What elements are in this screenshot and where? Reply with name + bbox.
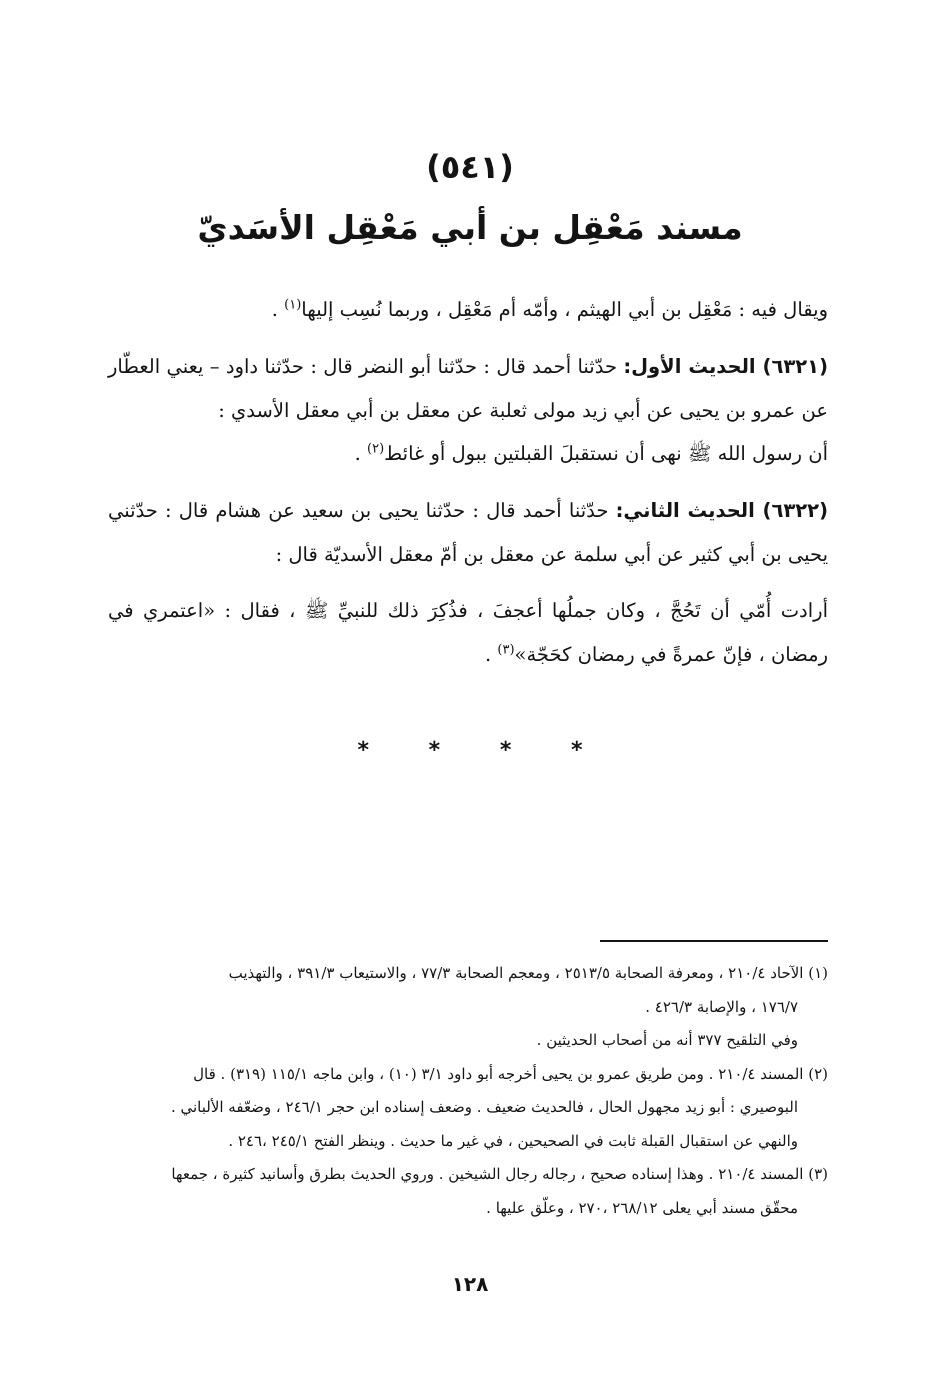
hadith-1-isnad-text: حدّثنا أحمد قال : حدّثنا أبو النضر قال : حدّثنا داود – يعني العطّار عن عمرو بن يحيى عن أبي زيد مولى ثعلبة عن معقل بن أبي معقل الأسدي : — [108, 355, 828, 422]
footnote-1-line-3: وفي التلقيح ٣٧٧ أنه من أصحاب الحديثين . — [536, 1031, 798, 1049]
hadith-2-label: (٦٣٢٢) الحديث الثاني: — [615, 499, 828, 522]
hadith-1-label: (٦٣٢١) الحديث الأول: — [623, 355, 828, 378]
hadith-2-matn-text: أرادت أُمّي أن تَحُجَّ ، وكان جملُها أعجفَ ، فذُكِرَ ذلك للنبيِّ ﷺ ، فقال : «اعتمري في رمضان ، فإنّ عمرةً في رمضان كحَجّة» — [108, 599, 828, 666]
section-separator: * * * * — [357, 738, 609, 763]
intro-end: . — [271, 298, 285, 321]
footnote-2-line-1: (٢) المسند ٢١٠/٤ . ومن طريق عمرو بن يحيى أخرجه أبو داود ٣/١ (١٠) ، وابن ماجه ١١٥/١ (٣١٩) . قال — [193, 1064, 828, 1083]
hadith-2-isnad-text: حدّثنا أحمد قال : حدّثنا يحيى بن سعيد عن هشام قال : حدّثني يحيى بن أبي كثير عن أبي سلمة عن معقل بن أمّ معقل الأسديّة قال : — [108, 499, 828, 566]
page-number: ١٢٨ — [451, 1272, 489, 1296]
intro-paragraph — [108, 288, 828, 332]
footnote-3-line-1: (٣) المسند ٢١٠/٤ . وهذا إسناده صحيح ، رجاله رجال الشيخين . وروي الحديث بطرق وأسانيد كثيرة ، جمعها — [171, 1165, 828, 1183]
chapter-number: (٥٤١) — [426, 148, 514, 186]
intro-text: ويقال فيه : مَعْقِل بن أبي الهيثم ، وأمّه أم مَعْقِل ، وربما نُسِب إليها — [301, 298, 828, 321]
hadith-2-isnad — [108, 489, 828, 577]
hadith-2-end: . — [485, 643, 498, 666]
hadith-1-matn-text: أن رسول الله ﷺ نهى أن نستقبلَ القبلتين ببول أو غائط — [384, 442, 828, 465]
footnote-ref-1[interactable]: (١) — [284, 297, 302, 313]
footnote-ref-3[interactable]: (٣) — [497, 642, 515, 658]
footnote-3-line-2: محقّق مسند أبي يعلى ٢٦٨/١٢ ،٢٧٠ ، وعلّق عليها . — [486, 1198, 798, 1217]
hadith-1-end: . — [354, 442, 368, 465]
chapter-title: مسند مَعْقِل بن أبي مَعْقِل الأسَديّ — [197, 208, 743, 247]
footnote-2-line-3: والنهي عن استقبال القبلة ثابت في الصحيحين ، في غير ما حديث . وينظر الفتح ٢٤٥/١ ،٢٤٦ . — [228, 1131, 798, 1150]
hadith-2-matn — [108, 589, 828, 677]
footnote-2-line-2: البوصيري : أبو زيد مجهول الحال ، فالحديث ضعيف . وضعف إسناده ابن حجر ٢٤٦/١ ، وضعّفه الألباني . — [170, 1098, 798, 1116]
footnote-1-line-2: ١٧٦/٧ ، والإصابة ٤٢٦/٣ . — [645, 997, 798, 1016]
hadith-1-matn — [108, 432, 828, 476]
footnote-ref-2[interactable]: (٢) — [367, 441, 385, 457]
hadith-1-isnad — [108, 345, 828, 433]
footnote-divider — [600, 940, 828, 942]
footnotes — [92, 957, 828, 1225]
footnote-1-line-1: (١) الآحاد ٢١٠/٤ ، ومعرفة الصحابة ٢٥١٣/٥ ، ومعجم الصحابة ٧٧/٣ ، والاستيعاب ٣٩١/٣ ، والتهذيب — [228, 964, 828, 982]
